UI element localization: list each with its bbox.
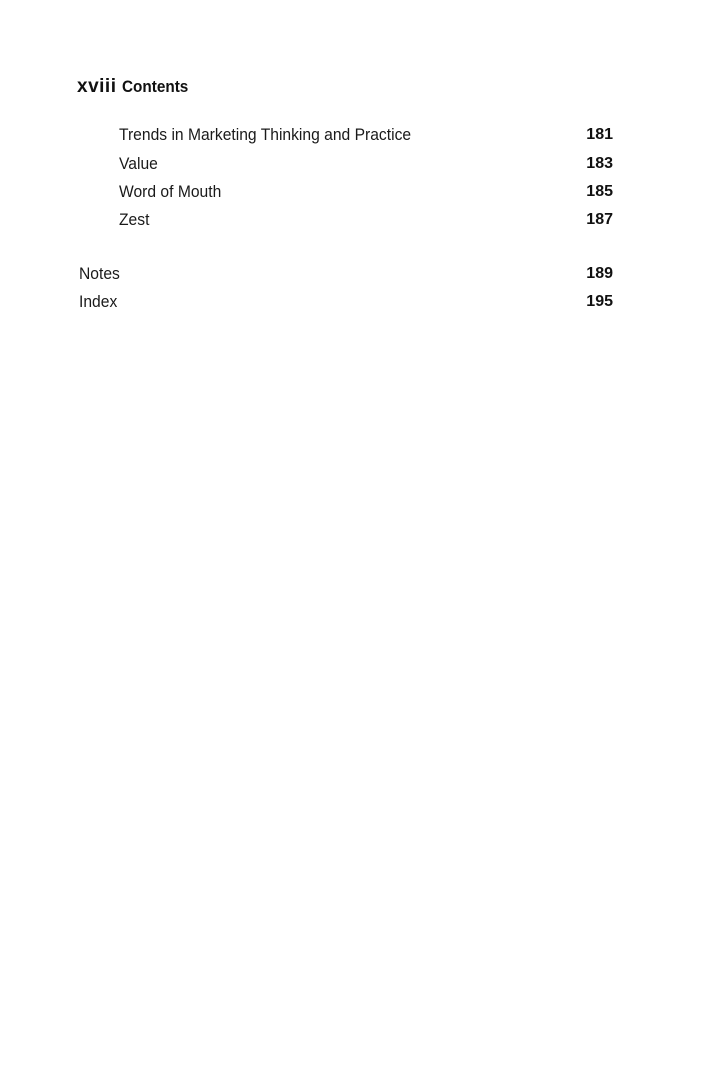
toc-entry-title: Word of Mouth: [119, 182, 222, 201]
toc-entry: [0, 262, 720, 286]
running-head: [77, 76, 196, 98]
toc-entry-title: Zest: [119, 210, 150, 229]
toc-entry-page-number: 181: [586, 126, 613, 143]
toc-entry-title: Trends in Marketing Thinking and Practice: [119, 125, 412, 144]
toc-entry: [0, 208, 720, 232]
toc-entry-title: Value: [119, 154, 158, 173]
toc-entry: [0, 152, 720, 176]
page-folio: xviii: [77, 76, 117, 97]
toc-entry-page-number: 187: [586, 211, 613, 228]
toc-entry-title: Index: [79, 292, 118, 311]
toc-entry-page-number: 189: [586, 265, 613, 282]
toc-entry: [0, 180, 720, 204]
toc-entry-page-number: 183: [586, 155, 613, 172]
running-head-section: Contents: [122, 77, 189, 96]
toc-entry: [0, 290, 720, 314]
toc-entry-page-number: 195: [586, 293, 613, 310]
toc-entry-page-number: 185: [586, 183, 613, 200]
toc-entry: [0, 123, 720, 147]
toc-entry-title: Notes: [79, 264, 120, 283]
